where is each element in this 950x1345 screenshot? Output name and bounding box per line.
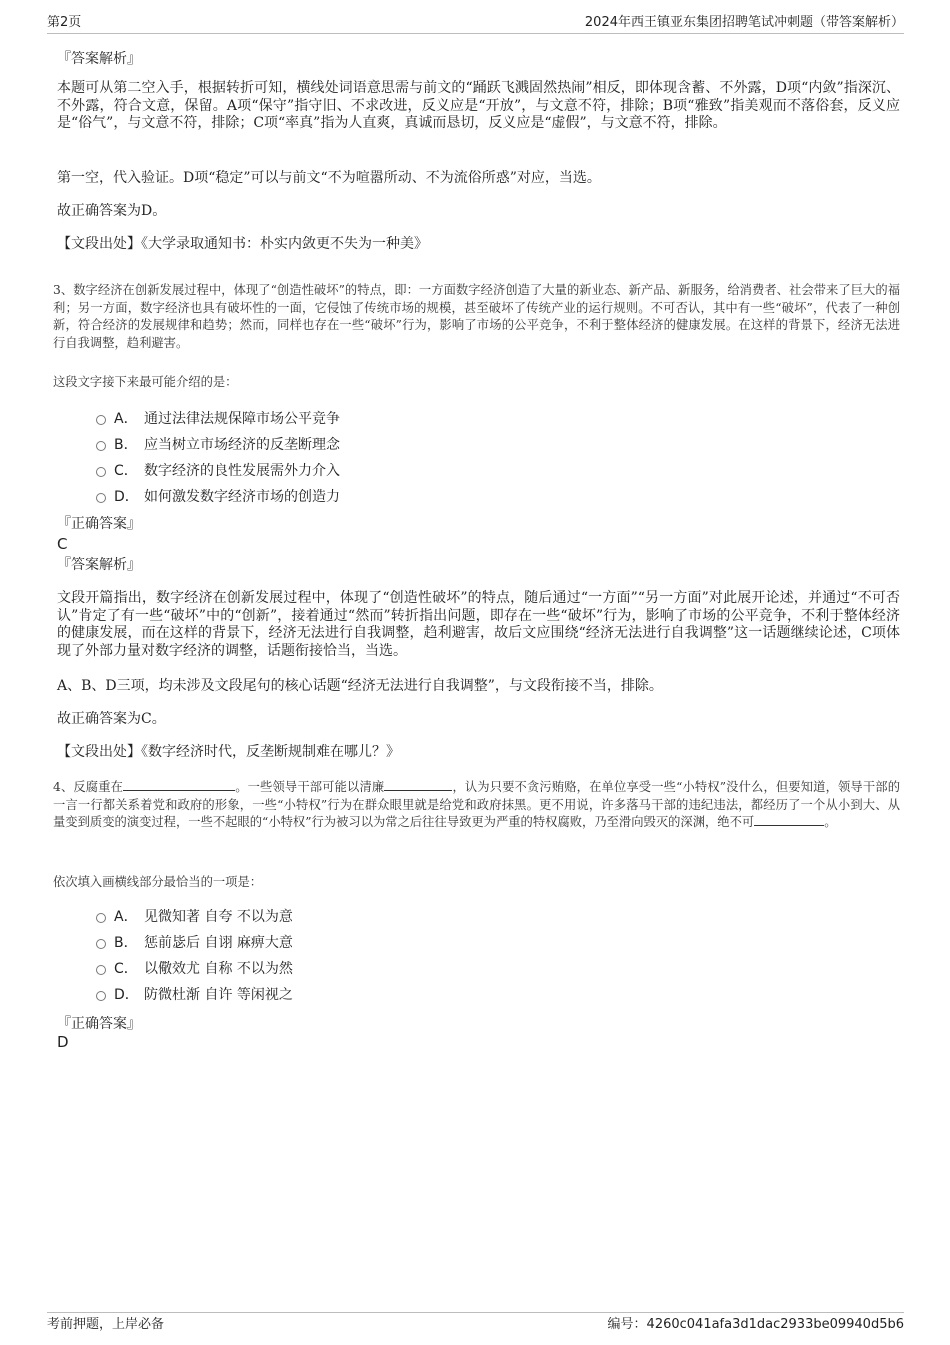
- page-header: [47, 14, 904, 34]
- q2-analysis-paragraph-3: 故正确答案为D。: [57, 203, 167, 219]
- q2-analysis-label: 『答案解析』: [57, 51, 141, 67]
- q2-analysis-paragraph-2: 第一空，代入验证。D项“稳定”可以与前文“不为喧嚣所动、不为流俗所惑”对应，当选。: [57, 170, 601, 186]
- option-text: 见微知著 自夸 不以为意: [144, 909, 293, 925]
- q3-answer-label: 『正确答案』: [57, 516, 141, 532]
- q4-prompt: 依次填入画横线部分最恰当的一项是：: [53, 875, 263, 889]
- fill-blank-3: [754, 814, 824, 826]
- document-serial: 编号：4260c041afa3d1dac2933be09940d5b6: [607, 1317, 904, 1332]
- q3-option-a[interactable]: [96, 410, 340, 428]
- radio-icon[interactable]: [96, 913, 106, 923]
- option-letter: A．: [114, 411, 138, 427]
- option-letter: C．: [114, 961, 138, 977]
- q4-answer: D: [57, 1033, 69, 1051]
- option-letter: C．: [114, 463, 138, 479]
- q4-option-c[interactable]: [96, 960, 293, 978]
- fill-blank-1: [123, 779, 235, 791]
- option-letter: B．: [114, 935, 138, 951]
- option-text: 如何激发数字经济市场的创造力: [144, 489, 340, 505]
- radio-icon[interactable]: [96, 965, 106, 975]
- q3-analysis-paragraph-2: A、B、D三项，均未涉及文段尾句的核心话题“经济无法进行自我调整”，与文段衔接不当，排除。: [57, 678, 663, 694]
- page-footer: [47, 1312, 904, 1335]
- q4-option-b[interactable]: [96, 934, 293, 952]
- radio-icon[interactable]: [96, 991, 106, 1001]
- option-text: 防微杜渐 自许 等闲视之: [144, 987, 293, 1003]
- option-letter: A．: [114, 909, 138, 925]
- option-text: 应当树立市场经济的反垄断理念: [144, 437, 340, 453]
- option-text: 以儆效尤 自称 不以为然: [144, 961, 293, 977]
- q3-analysis-paragraph-1: 文段开篇指出，数字经济在创新发展过程中，体现了“创造性破坏”的特点，随后通过“一方面”“另一方面”对此展开论述，并通过“不可否认”肯定了有一些“破坏”中的“创新”，接着通过“然而”转折指出问题，即存在一些“破坏”行为，影响了市场的公平竞争，不利于整体经济的健康发展，而在这样的背景下，经济无法进行自我调整，趋利避害，故后文应围绕“经济无法进行自我调整”这一话题继续论述，C项体现了外部力量对数字经济的调整，话题衔接恰当，当选。: [57, 590, 900, 659]
- q3-option-d[interactable]: [96, 488, 340, 506]
- radio-icon[interactable]: [96, 467, 106, 477]
- q4-option-d[interactable]: [96, 986, 293, 1004]
- q3-answer: C: [57, 535, 68, 553]
- radio-icon[interactable]: [96, 493, 106, 503]
- option-text: 通过法律法规保障市场公平竞争: [144, 411, 340, 427]
- option-text: 数字经济的良性发展需外力介入: [144, 463, 340, 479]
- option-letter: D．: [114, 987, 139, 1003]
- option-letter: B．: [114, 437, 138, 453]
- footer-slogan: 考前押题，上岸必备: [47, 1317, 165, 1332]
- radio-icon[interactable]: [96, 415, 106, 425]
- q3-analysis-label: 『答案解析』: [57, 557, 141, 573]
- document-title: 2024年西王镇亚东集团招聘笔试冲刺题（带答案解析）: [584, 15, 904, 30]
- radio-icon[interactable]: [96, 939, 106, 949]
- q4-option-a[interactable]: [96, 908, 293, 926]
- q4-answer-label: 『正确答案』: [57, 1016, 141, 1032]
- q2-analysis-paragraph-1: 本题可从第二空入手，根据转折可知，横线处词语意思需与前文的“踊跃飞溅固然热闹”相反，即体现含蓄、不外露，D项“内敛”指深沉、不外露，符合文意，保留。A项“保守”指守旧、不求改进，反义应是“开放”，与文意不符，排除；B项“雅致”指美观而不落俗套，反义应是“俗气”，与文意不符，排除；C项“率真”指为人直爽，真诚而恳切，反义应是“虚假”，与文意不符，排除。: [57, 80, 900, 131]
- q3-source: 【文段出处】《数字经济时代，反垄断规制难在哪儿？》: [57, 744, 400, 760]
- q3-prompt: 这段文字接下来最可能介绍的是：: [53, 375, 238, 389]
- option-text: 惩前毖后 自诩 麻痹大意: [144, 935, 293, 951]
- q3-option-c[interactable]: [96, 462, 340, 480]
- q3-option-b[interactable]: [96, 436, 340, 454]
- option-letter: D．: [114, 489, 139, 505]
- q4-stem: 4、反腐重在 。一些领导干部可能以清廉 ，认为只要不贪污贿赂，在单位享受一些“小特权”没什么，但要知道，领导干部的一言一行都关系着党和政府的形象，一些“小特权”行为在群众眼里就是给党和政府抹黑。更不用说，许多落马干部的违纪违法，都经历了一个从小到大、从量变到质变的演变过程，一些不起眼的“小特权”行为被习以为常之后往往导致更为严重的特权腐败，乃至滑向毁灭的深渊，绝不可 。: [53, 780, 900, 829]
- radio-icon[interactable]: [96, 441, 106, 451]
- page-number: 第2页: [47, 15, 82, 30]
- q3-analysis-paragraph-3: 故正确答案为C。: [57, 711, 166, 727]
- q2-source: 【文段出处】《大学录取通知书：朴实内敛更不失为一种美》: [57, 236, 428, 252]
- fill-blank-2: [384, 779, 452, 791]
- q3-stem: 3、数字经济在创新发展过程中，体现了“创造性破坏”的特点，即：一方面数字经济创造了大量的新业态、新产品、新服务，给消费者、社会带来了巨大的福利；另一方面，数字经济也具有破坏性的一面，它侵蚀了传统市场的规模，甚至破坏了传统产业的运行规则。不可否认，其中有一些“破坏”，代表了一种创新，符合经济的发展规律和趋势；然而，同样也存在一些“破坏”行为，影响了市场的公平竞争，不利于整体经济的健康发展。在这样的背景下，经济无法进行自我调整，趋利避害。: [53, 283, 900, 350]
